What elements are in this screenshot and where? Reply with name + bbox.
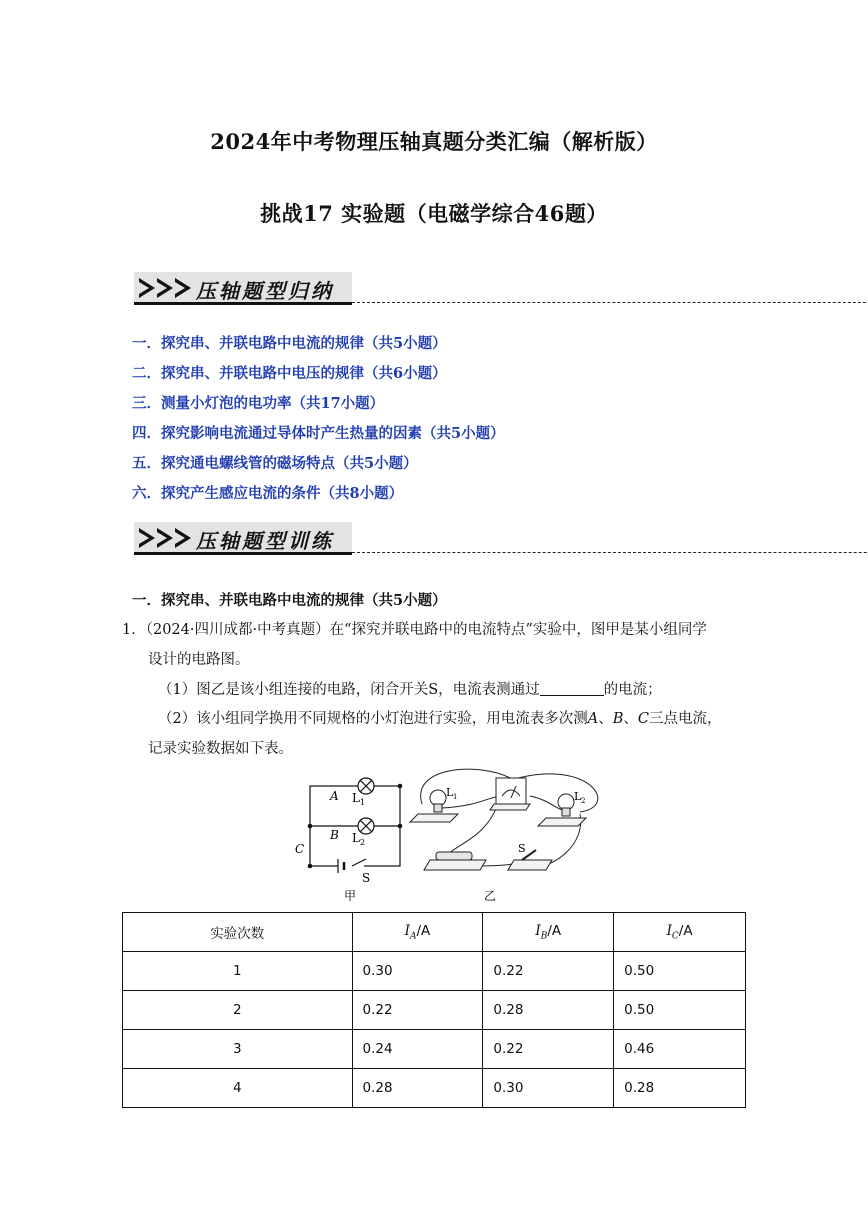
- banner-summary-text: 压轴题型归纳: [196, 279, 334, 303]
- banner-box: [134, 522, 352, 555]
- toc-item[interactable]: 五．探究通电螺线管的磁场特点（共5小题）: [132, 455, 418, 472]
- setup-label-l1: L: [446, 786, 454, 799]
- triple-arrow-icon: [138, 527, 194, 549]
- document-title: 2024年中考物理压轴真题分类汇编（解析版）: [210, 129, 658, 154]
- toc-item[interactable]: 一．探究串、并联电路中电流的规律（共5小题）: [132, 335, 447, 352]
- header-ib: $I_B/A$: [483, 913, 614, 952]
- switch-label: S: [362, 871, 371, 885]
- banner-training-text: 压轴题型训练: [196, 529, 334, 553]
- toc-item[interactable]: 二．探究串、并联电路中电压的规律（共6小题）: [132, 365, 447, 382]
- cell-trial: 2: [123, 991, 353, 1030]
- cell-ic: 0.46: [614, 1030, 746, 1069]
- question-part-1: [158, 680, 662, 700]
- ammeter-icon: [496, 778, 526, 804]
- cell-ia: 0.28: [352, 1069, 483, 1108]
- table-row: [123, 1030, 746, 1069]
- question-text: 三点电流，: [648, 711, 722, 727]
- battery-box-icon: [424, 860, 486, 870]
- question-text: （1）图乙是该小组连接的电路，闭合开关S，电流表测通过: [158, 682, 540, 698]
- lamp-base-l1: [410, 814, 458, 822]
- node-label-a: A: [330, 789, 339, 803]
- lamp-label-l2-sub: 2: [360, 838, 366, 847]
- figure-caption-right: 乙: [484, 889, 497, 903]
- cell-ia: 0.24: [352, 1030, 483, 1069]
- cell-ib: 0.22: [483, 952, 614, 991]
- table-header-row: [123, 913, 746, 952]
- lamp-label-l2: L: [352, 831, 360, 845]
- header-ia: $I_A/A$: [352, 913, 483, 952]
- question-text: （2）该小组同学换用不同规格的小灯泡进行实验，用电流表多次测: [158, 711, 588, 727]
- wire: [518, 774, 598, 812]
- cell-ib: 0.28: [483, 991, 614, 1030]
- figure-caption-left: 甲: [344, 889, 357, 903]
- question-text: 记录实验数据如下表。: [148, 741, 293, 757]
- cell-ic: 0.50: [614, 991, 746, 1030]
- table-of-contents: [132, 334, 505, 514]
- table-row: [123, 1069, 746, 1108]
- question-text: 设计的电路图。: [148, 652, 250, 668]
- toc-item[interactable]: 四．探究影响电流通过导体时产生热量的因素（共5小题）: [132, 425, 505, 442]
- toc-item[interactable]: 三．测量小灯泡的电功率（共17小题）: [132, 395, 385, 412]
- cell-ia: 0.30: [352, 952, 483, 991]
- setup-label-l1-sub: 1: [453, 793, 458, 801]
- setup-label-l2-sub: 2: [581, 797, 586, 805]
- separator: 、: [598, 711, 613, 727]
- lamp-base-l2: [538, 818, 586, 826]
- setup-label-l2: L: [574, 790, 582, 803]
- cell-ic: 0.28: [614, 1069, 746, 1108]
- toc-item[interactable]: 六．探究产生感应电流的条件（共8小题）: [132, 485, 404, 502]
- question-part-2: [158, 709, 721, 729]
- cell-ia: 0.22: [352, 991, 483, 1030]
- banner-divider: [352, 552, 868, 553]
- point-label: A: [587, 711, 599, 727]
- node-label-b: B: [330, 828, 339, 842]
- section-heading: 一．探究串、并联电路中电流的规律（共5小题）: [132, 592, 447, 609]
- cell-ib: 0.30: [483, 1069, 614, 1108]
- answer-blank[interactable]: [540, 680, 604, 696]
- table-row: [123, 952, 746, 991]
- lamp-label-l1-sub: 1: [360, 798, 366, 807]
- header-trial: 实验次数: [123, 913, 353, 952]
- separator: 、: [623, 711, 638, 727]
- banner-box: [134, 272, 352, 305]
- question-text: 1．（2024·四川成都·中考真题）在“探究并联电路中的电流特点”实验中，图甲是某小组同学: [122, 622, 707, 638]
- cell-trial: 4: [123, 1069, 353, 1108]
- node-label-c: C: [295, 842, 305, 856]
- question-text: 的电流；: [603, 682, 662, 698]
- circuit-figure: [290, 766, 620, 906]
- lamp-label-l1: L: [352, 791, 360, 805]
- cell-trial: 1: [123, 952, 353, 991]
- header-ic: $I_C/A$: [614, 913, 746, 952]
- point-label: B: [612, 711, 624, 727]
- cell-ic: 0.50: [614, 952, 746, 991]
- switch-board-icon: [508, 860, 552, 870]
- setup-label-switch: S: [518, 842, 526, 855]
- document-subtitle: 挑战17 实验题（电磁学综合46题）: [260, 201, 608, 226]
- triple-arrow-icon: [138, 277, 194, 299]
- physical-setup: [410, 769, 598, 870]
- data-table: [122, 912, 746, 1108]
- cell-trial: 3: [123, 1030, 353, 1069]
- point-label: C: [637, 711, 649, 727]
- cell-ib: 0.22: [483, 1030, 614, 1069]
- banner-divider: [352, 302, 868, 303]
- table-row: [123, 991, 746, 1030]
